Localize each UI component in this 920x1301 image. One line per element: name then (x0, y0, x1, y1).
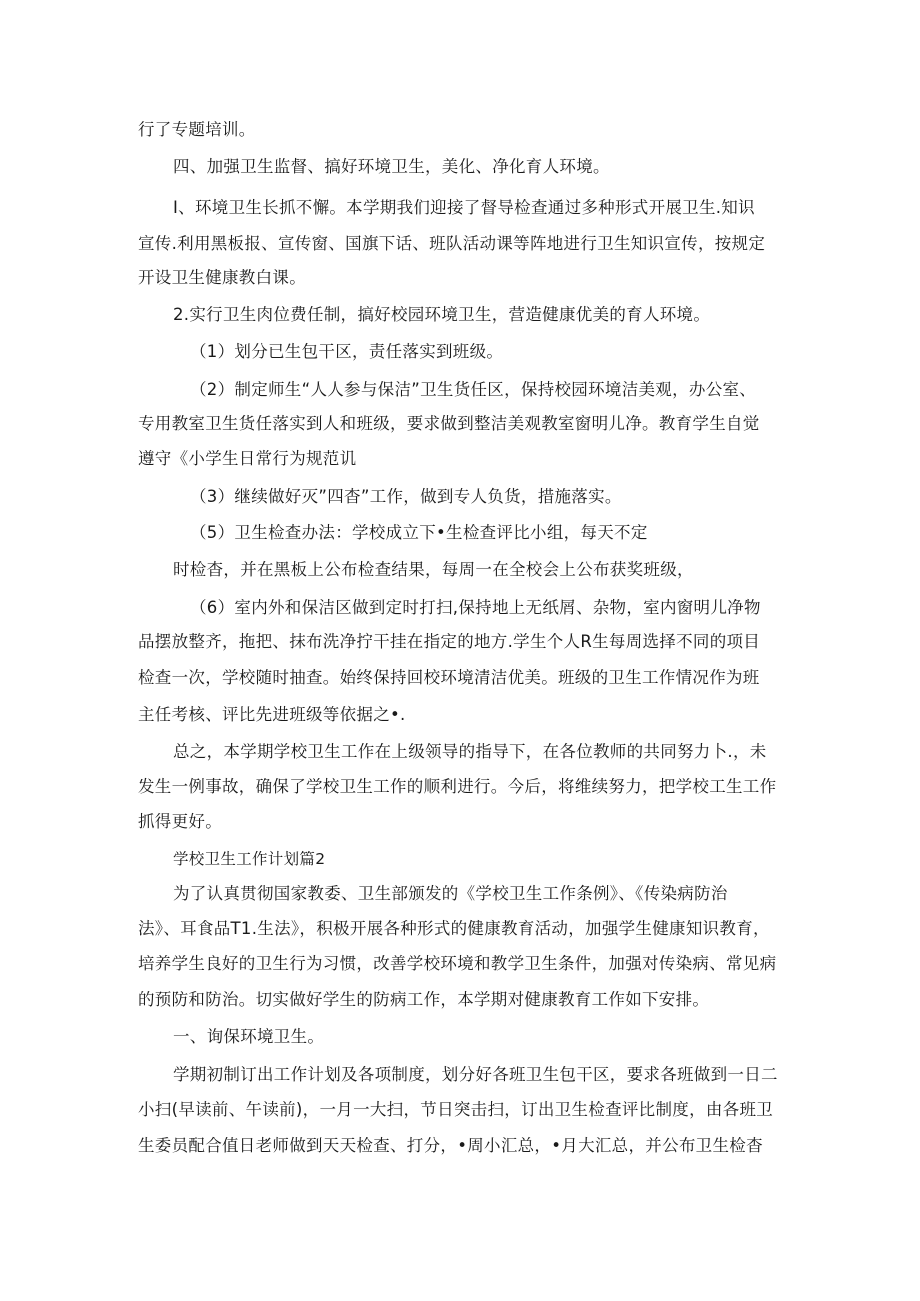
text-line: 检查一次，学校随时抽查。始终保持回校环境清洁优美。班级的卫生工作情况作为班 (138, 668, 760, 687)
text-line: 行了专题培训。 (138, 120, 256, 139)
text-line: 抓得更好。 (138, 812, 222, 831)
text-line: 2.实行卫生肉位费任制，搞好校园环境卫生，营造健康优美的育人环境。 (173, 305, 711, 324)
text-line: 法》、耳食品T1.生法》，积极开展各种形式的健康教育活动，加强学生健康知识教育， (138, 919, 770, 938)
text-line: 总之，本学期学校卫生工作在上级领导的指导下，在各位教师的共同努力卜.，未 (173, 742, 767, 761)
text-line: I、环境卫生长抓不懈。本学期我们迎接了督导检查通过多种形式开展卫生.知识 (173, 198, 755, 217)
text-line: 生委员配合值日老师做到天天检查、打分，•周小汇总，•月大汇总，并公布卫生检杳 (138, 1136, 763, 1155)
text-line: 遵守《小学生日常行为规范讥 (138, 449, 357, 468)
text-line: 宣传.利用黑板报、宣传窗、国旗下话、班队活动课等阵地进行卫生知识宣传，按规定 (138, 234, 766, 253)
section-heading: 一、询保环境卫生。 (173, 1027, 325, 1046)
text-line: 小扫(早读前、午读前)，一月一大扫，节日突击扫，订出卫生检查评比制度，由各班卫 (138, 1100, 774, 1119)
text-line: 专用教室卫生货任落实到人和班级，要求做到整洁美观教室窗明儿净。教育学生自觉 (138, 414, 760, 433)
text-line: 开设卫生健康教白课。 (138, 268, 306, 287)
text-line: 主任考核、评比先进班级等依据之•. (138, 705, 406, 724)
text-line: 品摆放整齐，拖把、抹布洗净拧干挂在指定的地方.学生个人R生每周选择不同的项目 (138, 632, 761, 651)
text-line: 学期初制订出工作计划及各项制度，划分好各班卫生包干区，要求各班做到一日二 (173, 1065, 778, 1084)
text-line: 培养学生良好的卫生行为习惯，改善学校环境和教学卫生条件，加强对传染病、常见病 (138, 954, 777, 973)
list-item: （3）继续做好灭”四杳”工作，做到专人负货，措施落实。 (190, 487, 622, 506)
list-item: （5）卫生检查办法：学校成立下•生检查评比小组，每天不定 (190, 523, 648, 542)
text-line: 时检杳，并在黑板上公布检查结果，每周一在全校会上公布获奖班级， (173, 560, 694, 579)
text-line: 的预防和防治。切实做好学生的防病工作，本学期对健康教育工作如下安排。 (138, 990, 710, 1009)
section-title: 学校卫生工作计划篇2 (173, 850, 326, 868)
list-item: （6）室内外和保洁区做到定时打扫,保持地上无纸屑、杂物，室内窗明儿净物 (190, 598, 761, 617)
list-item: （2）制定师生“人人参与保洁”卫生货任区，保持校园环境洁美观，办公室、 (190, 380, 757, 399)
text-line: 为了认真贯彻国家教委、卫生部颁发的《学校卫生工作条例》、《传染病防治 (173, 884, 728, 903)
text-line: 发生一例事故，确保了学校卫生工作的顺利进行。今后，将维续努力，把学校工生工作 (138, 777, 777, 796)
section-heading: 四、加强卫生监督、搞好环境卫生，美化、净化育人环境。 (173, 157, 610, 176)
list-item: （1）划分已生包干区，责任落实到班级。 (190, 342, 504, 361)
